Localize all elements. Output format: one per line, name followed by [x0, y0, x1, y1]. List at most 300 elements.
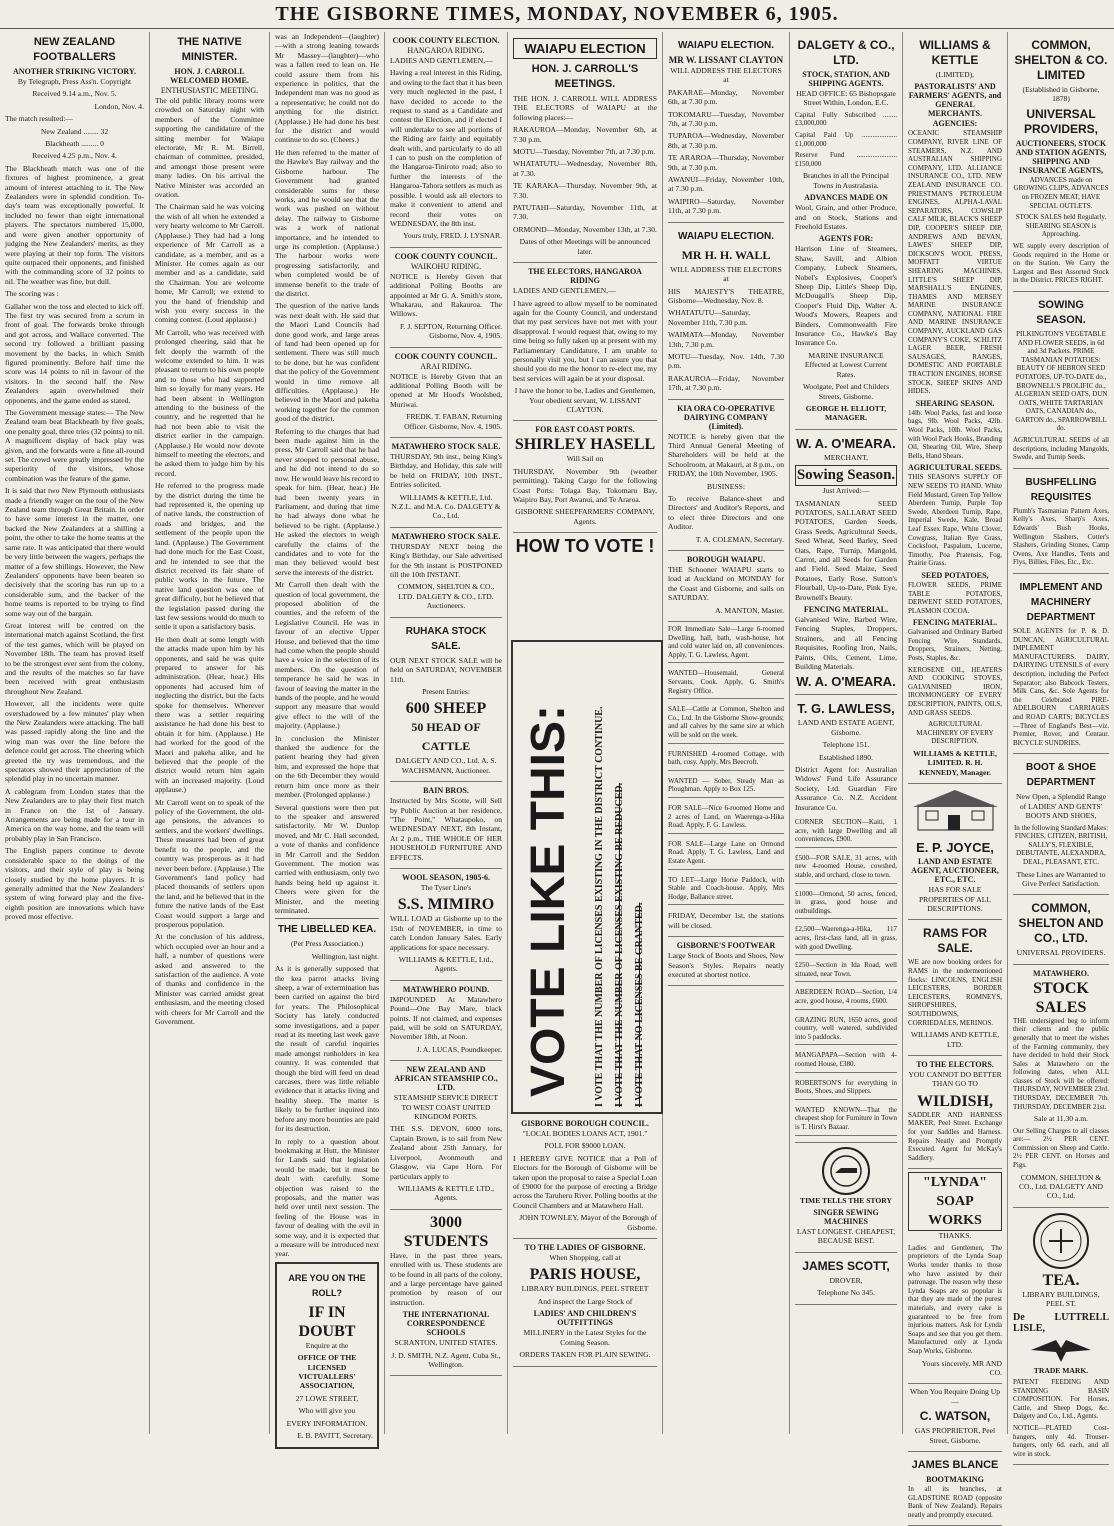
advert [513, 1115, 657, 1239]
house-illustration-icon [908, 787, 1003, 832]
advert-title: WAIAPU ELECTION. [677, 40, 775, 51]
advert [795, 695, 897, 1142]
advert-body: NOTICE—PLATED Cost-hangers, only 4d. Trouser-hangers, only 6d. each, and all wire in stock. [1013, 1424, 1109, 1458]
vote-option: I VOTE THAT THE NUMBER OF LICENSES EXISTING IN THE DISTRICT CONTINUE. [594, 706, 605, 1107]
advert [668, 32, 784, 223]
advert-signature: COMMON, SHELTON & CO., Ltd. DALGETY AND CO., Ltd. [1018, 1172, 1104, 1201]
advert-signature: F. J. SEPTON, Returning Officer. Gisborne, Nov. 4, 1905. [399, 321, 502, 341]
advert-body: STOCK SALES held Regularly. SHEARING SEASON is Approaching. [1015, 213, 1107, 239]
advert [513, 1239, 657, 1366]
advert-signature: DALGETY AND CO., Ltd. A. S. WACHSMANN, Auctioneer. [395, 756, 497, 775]
advert [390, 981, 502, 1061]
advert-subtitle: ADVANCES MADE ON [804, 193, 888, 203]
advert-signature: J. D. SMITH, N.Z. Agent, Cuba St., Wellington. [391, 1350, 501, 1369]
advert-title: COOK COUNTY ELECTION. [392, 36, 500, 45]
advert-subtitle: STEAMSHIP SERVICE DIRECT TO WEST COAST UNITED KINGDOM PORTS. [393, 1093, 499, 1122]
name-right: LUTTRELL [1054, 1311, 1109, 1323]
advert-title: COMMON, SHELTON AND CO., LTD. [1018, 901, 1104, 946]
article-title: NEW ZEALAND FOOTBALLERS [33, 36, 116, 63]
paragraph: He referred to the progress made by the district during the time he had represented it, the opening up of native lands, the construction of roads and bridges, and the settlement of the people upon the land. (Applause.) The Government had done much for the East Coast, and he intended to see that the district received its fair share of public works in the future. The native land question was one of great difficulty, but he believed that the legislation passed during the last few sessions would do much to settle it upon a satisfactory basis. [155, 481, 264, 632]
advert [668, 908, 784, 937]
article-title: THE NATIVE MINISTER. [177, 36, 242, 63]
advert [795, 1143, 897, 1253]
advert-body: Instructed by Mrs Scotte, will Sell by Public Auction at her residence, "The Point," Whataupoko, on WEDNESDAY NEXT, 8th Instant, At 2 p.m., THE WHOLE OF HER HOUSEHOLD FURNITURE AND EFFECTS. [390, 796, 502, 862]
advert-body: HAS FOR SALE PROPERTIES OF ALL DESCRIPTIONS. [918, 885, 992, 914]
advert-title: WAIAPU ELECTION [513, 38, 657, 59]
advert-signature: WILLIAMS AND KETTLE, LTD. [910, 1030, 1000, 1049]
column-5-lower [508, 1115, 663, 1434]
advert-body: Our Selling Charges to all classes are:— 2½ PER CENT. Commission on Sheep and Cattle. 2½ PER CENT. on Horses and Pigs. [1013, 1126, 1109, 1170]
advert-headline: IF IN DOUBT [298, 1303, 356, 1340]
advert [1013, 469, 1109, 574]
meeting-item: MOTU—Tuesday, Nov. 14th, 7.30 p.m. [668, 351, 784, 371]
advert-line: These Lines are Warranted to Give Perfect Satisfaction. [1016, 869, 1106, 888]
advert-title: THE INTERNATIONAL CORRESPONDENCE SCHOOLS [402, 1310, 490, 1338]
advert-title: TO THE LADIES OF GISBORNE. [524, 1243, 646, 1253]
advert-subtitle: LAST LONGEST. CHEAPEST, BECAUSE BEST. [796, 1226, 896, 1246]
dateline: Wellington, last night. [311, 951, 379, 961]
paragraph: As it is generally supposed that the kea parrot attacks living sheep, a war of extermination has been carried on against the bird for years. The Philosophical Society has lately conducted some investigations, and a paper read at its meeting last week gave the result of careful inquiries made amongst runholders in kea country. It was contended that though the bird will feed on dead carcases, there was little reliable evidence that it attacks living and healthy sheep. The matter is likely to be further inquired into before any more bounties are paid for its destruction. [275, 964, 379, 1134]
advert-signature: J. A. LUCAS, Poundkeeper. [416, 1044, 502, 1054]
meeting-item: WHATATUTU—Saturday, November 11th, 7.30 p.m. [668, 308, 751, 327]
advert-headline: UNIVERSAL PROVIDERS, [1023, 106, 1098, 136]
article-title: THE LIBELLED KEA. [277, 924, 377, 936]
advert-body: ADVANCES made on GROWING CLIPS, ADVANCES on FROZEN MEAT, HAVE SPECIAL OUTLETS. [1013, 175, 1109, 210]
score-line: New Zealand ........ 32 [40, 126, 109, 136]
advert-title: GISBORNE'S FOOTWEAR [676, 941, 776, 951]
advert [668, 937, 784, 986]
advert-body: Harrison Line of Steamers, Shaw, Savill, and Albion Company, Lubeck Steamers, Nobel's Explosives, Cooper's Sheep Dip, Little's Sheep Dip, McDougall's Sheep Dip, Cooper's Fluid Dip, Walter A. Wood's Mowers, Reapers and Binders, Commonwealth Fire Insurance Co., Hawke's Bay Insurance Co. [795, 244, 897, 348]
advert-line: Will Sail on [566, 454, 604, 464]
advert-signature: E. B. PAVITT, Secretary. [297, 1431, 373, 1441]
advert-headline: 50 HEAD OF CATTLE [411, 720, 481, 754]
paragraph: A cablegram from London states that the New Zealanders are to play their first match in France on the 1st of January. Arrangements are being made for a tour in America on the way home, and the team will probably play in San Francisco. [5, 786, 144, 843]
advert-subtitle: DROVER, [829, 1275, 863, 1285]
advert-body: THURSDAY, November 9th (weather permitting). Taking Cargo for the following Coast Ports: Tolaga Bay, Tokomaru Bay, Waipiro Bay, Port Awanui, and Te Araroa. [513, 466, 657, 504]
advert [390, 348, 502, 438]
paragraph: At the conclusion of his address, which occupied over an hour and a half, a number of questions were asked and answered to the satisfaction of the audience. A vote of thanks and confidence in the Minister was carried amidst great enthusiasm, and the meeting closed with cheers for Mr Carroll and the Government. [155, 932, 264, 1026]
advert-signature: Yours sincerely, MR AND CO. [921, 1358, 1002, 1377]
advert-title: T. G. LAWLESS, [797, 701, 895, 717]
advert [795, 1253, 897, 1305]
advert-body: WE supply every description of Goods required in the Home or on the Station. We Carry the Largest and Best Assorted Stock in the District. PRICES RIGHT. [1013, 241, 1109, 285]
roll-advert [275, 1262, 379, 1450]
vote-big-text: VOTE LIKE THIS: [522, 704, 575, 1097]
paragraph: In reply to a question about bookmaking at Hutt, the Minister for Lands said that legislation would be made, but it must be dealt with carefully. Some objection was raised to the proposals, and the matter was held over until next session. The feeling of the House was in favour of dealing with the evil in some way, and it is expected that a measure will be introduced next year. [275, 1136, 379, 1259]
advert-subtitle: BOOTMAKING [926, 1474, 984, 1484]
classified-item: £250—Section in Ida Road, well situated, near Town. [795, 958, 897, 982]
advert-title: BUSHFELLING REQUISITES [1025, 476, 1097, 503]
advert-subtitle: ARAI RIDING. [420, 361, 472, 371]
advert-title: JAMES SCOTT, [802, 1258, 890, 1273]
advert-title: RUHAKA STOCK SALE. [405, 625, 487, 652]
paragraph: Referring to the charges that had been made against him in the press, Mr Carroll said that he had never stooped to personal abuse, and he did not intend to do so now. He would leave his record to speak for him. (Hear, hear.) He had been twenty years in Parliament, and during that time he had always done what he believed to be right. (Applause.) He asked the electors to weigh carefully the claims of the candidates and to vote for the man they believed would best serve the interests of the district. [275, 426, 379, 577]
advert-subtitle: PASTORALISTS' AND FARMERS' AGENTS, and GENERAL MERCHANTS. [908, 82, 1002, 119]
advert-line: BUSINESS: [707, 481, 745, 491]
advert-body: IMPOUNDED At Matawhero Pound—One Bay Mare, black points. If not claimed, and expenses paid, will be sold on SATURDAY, November 18th, at Noon. [390, 994, 502, 1042]
name-left: De LISLE, [1013, 1311, 1045, 1334]
listings-list [795, 815, 897, 1135]
paragraph: The English papers continue to devote considerable space to the doings of the visitors, and their style of play is being closely studied by the home players. It is generally admitted that the New Zealanders' system of wing forward play and the five-eighth position are innovations which have proved most effective. [5, 846, 144, 922]
column-1 [0, 32, 150, 1434]
advert-line: 27 LOWE STREET, [295, 1393, 359, 1403]
divider [275, 918, 379, 919]
score-label: The scoring was : [5, 289, 59, 299]
article-subtitle: ENTHUSIASTIC MEETING. [160, 86, 259, 95]
advert-body: District Agent for: Australian Widows' Fund Life Assurance Society, Ltd. Guardian Fire Assurance Co. N.Z. Accident Insurance Co. [795, 765, 897, 812]
classified-item: £1000—Ormond, 50 acres, fenced, in grass, good house and outbuildings. [795, 887, 897, 920]
advert-subtitle: (Established in Gisborne, 1878) [1022, 85, 1100, 104]
advert-body: FRIDAY, December 1st, the stations will be closed. [668, 911, 784, 930]
classified-item: FOR SALE—Large Lane on Ormond Road. Apply, T. G. Lawless, Land and Estate Agent. [668, 837, 784, 870]
advert-subtitle: GAS PROPRIETOR, Peel Street, Gisborne. [914, 1426, 996, 1445]
dateline: London, Nov. 4. [94, 101, 144, 111]
paragraph: Mr Carroll then dealt with the question of local government, the proposed abolition of the counties, and the reform of the Legislative Council. He was in favour of an elective Upper House, and believed that the time had come when the people should have a voice in the selection of its members. On the question of temperance he said he was in favour of leaving the matter in the hands of the people, and he would support any measure that would give effect to the will of the majority. (Applause.) [275, 580, 379, 731]
advert-body: NOTICE is Hereby Given that additional Polling Booths are appointed at Mr G. A. Smith's store, Whakarau, and Rakauroa. The Willows. [390, 271, 502, 319]
advert [1013, 292, 1109, 469]
advert-title: BAIN BROS. [423, 786, 469, 796]
name-row [1013, 1312, 1109, 1334]
advert-title: BOROUGH WAIAPU. [686, 555, 766, 565]
advert [908, 32, 1002, 784]
advert-headline: 600 SHEEP [405, 700, 487, 718]
advert-title: WOOL SEASON, 1905-6. [401, 872, 490, 882]
advert [390, 782, 502, 869]
paragraph: The question of the native lands was next dealt with. He said that the Maori Land Councils had done good work, and large areas of land had been opened up for settlement. There was still much to be done, but he was confident that the policy of the Government would in time remove all difficulties. (Applause.) He believed in the Maori and pakeha working together for the common good of the district. [275, 301, 379, 424]
advert-body: OUR NEXT STOCK SALE will be held on SATURDAY, NOVEMBER 11th. [390, 655, 502, 684]
advert-body: In all its branches, at GLADSTONE ROAD (opposite Bank of New Zealand). Repairs neatly and promptly executed. [908, 1484, 1002, 1519]
advert-title: HON. J. CARROLL'S MEETINGS. [531, 63, 639, 90]
score-line: Blackheath ......... 0 [45, 139, 104, 149]
advert-subtitle: "LOCAL BODIES LOANS ACT, 1901." [522, 1129, 648, 1138]
advert-headline: STOCK SALES [1033, 979, 1089, 1016]
received-line: Received 4.25 p.m., Nov. 4. [32, 151, 117, 161]
advert-body: WILL LOAD at Gisborne up to the 15th of NOVEMBER, in time to catch London January Sales. Early applications for space necessary. [390, 914, 502, 952]
advert [668, 223, 784, 400]
advert-signature: FREDK. T. FABAN, Returning Officer. Gisborne, Nov. 4, 1905. [404, 412, 502, 431]
vote-option: I VOTE THAT NO LICENSES BE GRANTED. [634, 902, 645, 1107]
advert-signature: T. A. COLEMAN, Secretary. [695, 534, 784, 544]
advert-body: Wool, Grain, and other Produce, and on Stock, Stations and Freehold Estates. [795, 203, 897, 231]
advert-headline: "LYNDA" SOAP WORKS [908, 1172, 1002, 1231]
advert-headline: PARIS HOUSE, [529, 1266, 641, 1284]
classified-item: FOR Immediate Sale—Large 6-roomed Dwelling, hall, bath, wash-house, hot and cold water laid on, all conveniences. Apply, T. G. Lawless, Agent. [668, 622, 784, 663]
paragraph: However, all the incidents were quite overshadowed by a few minutes' play when the New Zealanders were attacking. The ball was passed rapidly along the line and the wing man was over the line before the defence could get across. The cheering which greeted the try was tremendous, and the spectators showed their appreciation of the splendid play in no uncertain manner. [5, 699, 144, 784]
advert-body: THURSDAY NEXT being the King's Birthday, our Sale advertised for the 9th instant is POSTPONED till the 10th INSTANT. [390, 541, 502, 580]
advert-line: HEAD OFFICE: 65 Bishopsgate Street Within, London, E.C. [796, 89, 896, 108]
advert-subtitle: New Open, a Splendid Range of LADIES' AND GENTS' BOOTS AND SHOES, [1015, 792, 1107, 821]
classified-item: £500—FOR SALE, 31 acres, with new 4-roomed House, cowshed, stable, and orchard, close to town. [795, 851, 897, 884]
advert-title: COOK COUNTY COUNCIL. [394, 251, 498, 261]
classified-item: MANGAPAPA—Section with 4-roomed House, £380. [795, 1048, 897, 1072]
advert-subtitle: MATAWHERO. [1033, 968, 1089, 978]
advert [908, 784, 1002, 920]
meeting-item: TE ARAROA—Thursday, November 9th, at 7.30 p.m. [668, 153, 784, 172]
meeting-item: HIS MAJESTY'S THEATRE, Gisborne—Wednesday, Nov. 8. [668, 286, 784, 305]
advert [795, 32, 897, 430]
advert [1013, 1208, 1109, 1466]
meeting-item: RAKAUROA—Friday, November 17th, at 7.30 p.m. [668, 373, 784, 393]
advert-line: Reserve Fund ....................... £150,000 [795, 151, 897, 168]
meeting-item: TE KARAKA—Thursday, November 9th, at 7.30. [513, 181, 657, 200]
vote-option: I VOTE THAT THE NUMBER OF LICENSES EXISTING BE REDUCED. [614, 782, 625, 1107]
advert-title: KIA ORA CO-OPERATIVE DAIRYING COMPANY (Limited). [677, 403, 775, 431]
advert-line: Who will give you [298, 1406, 356, 1416]
paragraph: The Chairman said he was voicing the wish of all when he extended a very hearty welcome to Mr Carroll. (Applause.) They had had a long experience of Mr Carroll as a candidate, as a member, and as a Minister. He comes again as our member and as a candidate, said the Chairman. You are welcome home, Mr Carroll; we extend to you the hand of friendship and wish you every success in the coming contest. (Loud applause.) [155, 202, 264, 325]
advert-subtitle: FENCING MATERIAL. [912, 618, 998, 628]
advert-line: LADIES' AND CHILDREN'S OUTFITTINGS [533, 1309, 637, 1328]
advert-subtitle: SHEARING SEASON. [915, 398, 995, 408]
advert-signature: I have the honor to be, Ladies and Gentlemen, Your obedient servant, W. LISSANT CLAYTON. [514, 386, 656, 414]
meeting-item: WHATATUTU—Wednesday, November 8th, at 7.30. [513, 159, 657, 178]
advert [908, 1452, 1002, 1526]
advert-signature: A. MANTON, Master. [715, 605, 784, 615]
advert-body: In the following Standard Makes: FINCHES, CITIZEN, BRITISH, SALLY'S, FLEXIBLE, DEBUTANTE, ALEXANDRA, DEAL, PLEASANT, ETC. [1013, 823, 1109, 866]
advert [390, 528, 502, 618]
masthead: THE GISBORNE TIMES, MONDAY, NOVEMBER 6, 1905. [0, 0, 1114, 29]
advert-line: Sale at 11.30 a.m. [1033, 1114, 1089, 1124]
singer-logo-icon [821, 1146, 871, 1196]
advert-signature: JOHN TOWNLEY, Mayor of the Borough of Gisborne. [519, 1213, 657, 1232]
advert-signature: GEORGE H. ELLIOTT, MANAGER. [805, 403, 887, 423]
advert-subtitle: MERCHANT, [824, 452, 868, 462]
advert-title: GISBORNE BOROUGH COUNCIL. [521, 1119, 649, 1128]
advert-headline: SHIRLEY HASELL [514, 436, 656, 454]
advert-body: PATENT FEEDING AND STANDING BASIN COMPOSITION. For Horses, Cattle, and Sheep Dogs, &c. Dalgety and Co., Ltd., Agents. [1013, 1378, 1109, 1421]
meeting-item: RAKAUROA—Monday, November 6th, at 7.30 p.m. [513, 125, 657, 144]
advert-body: THURSDAY, 9th inst., being King's Birthday, and Holiday, this sale will be held on FRIDAY, 10th INST., Entries solicited. [390, 452, 502, 490]
advert-title: THE ELECTORS, HANGAROA RIDING [528, 267, 642, 286]
classified-item: WANTED KNOWN—That the cheapest shop for Furniture in Town is T. Hirst's Bazaar. [795, 1103, 897, 1136]
paragraph: He then dealt at some length with the attacks made upon him by his opponents, and said he was quite prepared to answer for his administration. (Hear, hear.) His opponents had accused him of neglecting the district, but the facts spoke for themselves. Wherever there was a settler requiring assistance he had done his best to obtain it for him. (Applause.) He had worked for the good of the Maori and pakeha alike, and he believed that the people of the district would return him again with an increased majority. (Loud applause.) [155, 634, 264, 795]
advert [908, 1169, 1002, 1384]
advert-headline: MR H. H. WALL [681, 247, 771, 262]
advert-title: MATAWHERO STOCK SALE. [391, 442, 501, 451]
classified-item: WANTED — Sober, Steady Man as Ploughman. Apply to Box 125. [668, 774, 784, 798]
advert-title: SOWING SEASON. [1036, 298, 1086, 326]
advert-subtitle: The Tyser Line's [420, 882, 472, 892]
advert-title: JAMES BLANCE [911, 1458, 999, 1471]
advert-body: THE Schooner WAIAPU starts to load at Auckland on MONDAY for the Coast and Gisborne, and sails on SATURDAY. [668, 565, 784, 603]
advert-body: AGRICULTURAL SEEDS of all descriptions, including Mangolds, Swede, and Turnip Seeds. [1013, 436, 1109, 462]
article-subtitle: ANOTHER STRIKING VICTORY. [13, 67, 136, 76]
article-subtitle: (Per Press Association.) [290, 939, 364, 949]
advert-subtitle: SEED POTATOES, [921, 570, 989, 580]
advert-body: Galvanised Wire, Barbed Wire, Fencing Staples, Droppers, Strainers, and all Fencing Requisites, Roofing Iron, Nails, Paints, Oils, Cement, Lime, Building Materials. [795, 615, 897, 672]
byline: By Telegraph, Press Ass'n. Copyright [17, 77, 132, 86]
advert-title: MATAWHERO STOCK SALE. [391, 531, 501, 541]
advert [513, 263, 657, 421]
classified-item: TO LET—Large Horse Paddock, with Stable and Coach-house. Apply, Mrs Hodge, Ballance street. [668, 873, 784, 906]
advert [390, 869, 502, 981]
advert-signature: Yours truly, FRED. J. LYSNAR. [403, 231, 502, 241]
paragraph: He then referred to the matter of the Hawke's Bay railway and the Gisborne harbour. The Government had granted considerable sums for these works, and he would see that the work was pushed on without delay. The railway to Gisborne was a work of national importance, and he intended to urge its completion. (Applause.) The harbour works were progressing satisfactorily, and when completed would be of immense benefit to the trade of the district. [275, 147, 379, 298]
advert-title: W. A. O'MEARA. [796, 435, 896, 451]
advert-subtitle: AGRICULTURAL SEEDS. [908, 463, 1002, 473]
meeting-item: WAIMATA—Monday, November 13th, 7.30 p.m. [668, 330, 784, 349]
advert-headline: Sowing Season. [795, 465, 897, 486]
advert-line: Just Arrived:— [822, 486, 870, 496]
advert-line: MARINE INSURANCE Effected at Lowest Current Rates. [804, 350, 888, 379]
advert-line: Telephone 151. [822, 740, 870, 750]
advert-body: SOLE AGENTS for P. & D. DUNCAN, AGRICULTURAL IMPLEMENT MANUFACTURERS. DAIRY, DAIRYING UTENSILS of every description, including the Perfect Separator; also Babcock Testers, Milk Cans, &c. Sole Agents for the Celebrated PIRE-ADELBOURN CARRIAGES and ROAD CARTS; BICYCLES—Three of England's Best—viz. Premier, Rover, and Centaur. BICYCLE SUNDRIES. [1013, 627, 1109, 747]
advert [908, 1384, 1002, 1452]
advert-line: Telephone No 345. [817, 1288, 875, 1298]
classifieds-list [668, 622, 784, 905]
advert [390, 32, 502, 248]
advert-line: Enquire at the [305, 1340, 349, 1350]
advert-body: To receive Balance-sheet and Directors' and Auditor's Reports, and to elect three Directors and one Auditor. [668, 494, 784, 532]
advert [1013, 754, 1109, 895]
classified-item: CORNER SECTION—Kaiti, 1 acre, with large Dwelling and all conveniences, £900. [795, 815, 897, 848]
column-8 [903, 32, 1008, 1519]
advert-subtitle: STOCK, STATION, AND SHIPPING AGENTS. [802, 70, 890, 88]
paragraph: Great interest will be centred on the international match against Scotland, the first of the test games, which will be played on November 18th. The team has proved itself to be the strongest ever sent from the colony, and the results of the matches so far have been received with great enthusiasm throughout New Zealand. [5, 620, 144, 696]
advert-body: PILKINGTON'S VEGETABLE AND FLOWER SEEDS, in 6d and 3d Packets. PRIME TASMANIAN POTATOES: BEAUTY OF HEBRON SEED POTATOES, UP-TO-DATE do., BROWNELL'S PROLIFIC do., ALGERIAN SEED OATS, DUN OATS, WHITE TARTARIAN OATS, CANADIAN do., GARTON do., SPARROWBILL do. [1014, 329, 1108, 433]
advert [513, 421, 657, 533]
advert-title: ARE YOU ON THE ROLL? [288, 1272, 366, 1298]
paragraph: Mr Carroll went on to speak of the policy of the Government, the old-age pensions, the advances to settlers, and the workers' dwellings. These measures had been of great benefit to the people, and the country was prosperous as it had never been before. (Applause.) The Government's land policy had placed thousands of settlers upon the land, and he believed that in the future the native lands of the East Coast would support a large and prosperous population. [155, 797, 264, 929]
meeting-item: AWANUI—Friday, November 10th, at 7.30 p.m. [668, 175, 784, 194]
advert-note: Dates of other Meetings will be announced later. [519, 237, 651, 256]
advert-subtitle: AUCTIONEERS, STOCK AND STATION AGENTS, SHIPPING AND INSURANCE AGENTS, [1015, 138, 1107, 175]
advert-title: WILLIAMS & KETTLE [919, 38, 991, 67]
meeting-item: TUPAROA—Wednesday, November 8th, at 7.30 p.m. [668, 131, 784, 150]
meeting-item: WAIPIRO—Saturday, November 11th, at 7.30 p.m. [668, 196, 784, 216]
advert-subtitle: SCRANTON, UNITED STATES. [394, 1338, 498, 1348]
advert-headline: S.S. MIMIRO [397, 896, 495, 914]
column-2 [150, 32, 270, 1434]
column-6 [663, 32, 790, 1434]
advert-body: SADDLER AND HARNESS MAKER, Peel Street. Exchange for your Saddles and Harness. Repairs Neatly and Promptly Executed. Agent for McKay's Saddlery. [908, 1110, 1002, 1162]
advert-line: Capital Paid Up .................... £1,000,000 [795, 131, 897, 148]
classified-item: ROBERTSON'S for everything in Boots, Shoes, and Slippers. [795, 1076, 897, 1100]
classified-item: FOR SALE—Nice 6-roomed Home and 2 acres of Land, on Waerenga-a-Hika Road. Apply, F. G. Lawless. [668, 801, 784, 834]
column-9 [1008, 32, 1114, 1458]
advert-line: Present Entries: [422, 686, 470, 696]
advert-line: OFFICE OF THE LICENSED VICTUALLERS' ASSOCIATION, [297, 1353, 357, 1391]
advert-body: AGRICULTURAL MACHINERY OF EVERY DESCRIPTION. [916, 720, 994, 746]
advert-line: Woolgate, Peel and Childers Streets, Gisborne. [802, 382, 890, 401]
advert-subtitle: AGENTS FOR: [818, 234, 874, 244]
advert-title: E. P. JOYCE, [916, 840, 994, 856]
advert [1013, 574, 1109, 754]
classified-item: SALE—Cattle at Common, Shelton and Co., Ltd. In the Gisborne Show-grounds; and all calves by the same sire at which will be sold on the week. [668, 702, 784, 743]
advert-signature: WILLIAMS & KETTLE, Ltd., Agents. [398, 955, 494, 974]
advert-title: COMMON, SHELTON & CO. LIMITED [1014, 38, 1108, 82]
advert-line: TIME TELLS THE STORY [800, 1195, 892, 1205]
advert [513, 32, 657, 263]
advert-signature: WILLIAMS & KETTLE, Ltd. N.Z.L. and M.A. Co. DALGETY & Co., Ltd. [391, 492, 501, 521]
advert-subtitle: AGENCIES: [932, 119, 978, 129]
advert-title: MATAWHERO POUND. [402, 984, 490, 994]
results-label: The match resulted:— [5, 114, 73, 124]
advert-line: Established 1890. [819, 752, 873, 762]
paragraph: Several questions were then put to the speaker and answered satisfactorily. Mr W. Dunlop moved, and Mr C. Hall seconded, a vote of thanks and confidence in Mr Carroll and the Seddon Government. The motion was carried with enthusiasm, only two hands being held up against it. Cheers were given for the Minister, and the meeting terminated. [275, 802, 379, 915]
advert-line: And inspect the Large Stock of [537, 1296, 633, 1306]
advert-signature: COMMON, SHELTON & CO., LTD. DALGETY & CO., LTD. Auctioneers. [397, 582, 495, 611]
advert-subtitle: (LIMITED), [935, 70, 975, 79]
advert-body: I have agreed to allow myself to be nominated again for the County Council, and understand that my past services have not met with your disapproval. I would request that, owing to my time being so fully taken up at present with my Parliamentary Candidature, I am unable to personally visit you, but I can assure you that should you do me the honor to re-elect me, my best services will again be at your disposal. [513, 298, 657, 383]
classified-item: ABERDEEN ROAD—Section, 1/4 acre, good house, 4 rooms, £600. [795, 985, 897, 1009]
paragraph: The Blackheath match was one of the fixtures of highest prominence, a great amount of interest attaching to it. The New Zealanders were in splendid condition. To-day's team was exceptionally powerful. It included no fewer than eight international players. The spectators numbered 15,000, and were given another opportunity of judging the New Zealanders' merits, as they were playing at their top form. The visitors quite outpaced their opponents, and finished with the commanding score of 32 points to nil. The weather was fine, but dull. [5, 163, 144, 286]
advert [390, 618, 502, 782]
advert-body: THE S.S. DEVON, 6000 tons, Captain Brown, is to sail from New Zealand about 25th January, for Liverpool, Avonmouth and Glasgow, via Cape Horn. For particulars apply to [390, 1124, 502, 1181]
advert [1013, 895, 1109, 964]
advert-line: ORDERS TAKEN FOR PLAIN SEWING. [519, 1350, 651, 1360]
advert [390, 1210, 502, 1377]
paragraph: Mr Carroll, who was received with prolonged cheering, said that he felt deeply the warmth of the welcome extended to him. It was pleasant to return to his own people and to those who had supported him so loyally for many years. He had been absent in Wellington attending to the business of the country, and he regretted that he had not been able to visit the district earlier in the campaign. (Applause.) He would now devote himself to meeting the electors, and he asked them to judge him by his record. [155, 327, 264, 478]
advert-title: FOR EAST COAST PORTS. [535, 425, 635, 435]
meeting-item: MOTU—Tuesday, November 7th, at 7.30 p.m. [513, 147, 656, 157]
tea-seal-icon [1021, 1211, 1101, 1271]
advert-subtitle: FENCING MATERIAL. [803, 605, 889, 614]
advert-title: IMPLEMENT AND MACHINERY DEPARTMENT [1019, 582, 1103, 623]
classified-item: GRAZING RUN, 1650 acres, good country, well watered, subdivided into 5 paddocks. [795, 1013, 897, 1046]
advert-body: NOTICE is hereby given that the Third Annual General Meeting of Shareholders will be held at the Schoolroom, at Makauri, at 8 p.m., on FRIDAY, the 10th November, 1905. [668, 431, 784, 479]
advert-title: COOK COUNTY COUNCIL. [394, 351, 498, 361]
advert-title: SINGER SEWING MACHINES [813, 1207, 879, 1226]
column-7 [790, 32, 903, 1434]
advert-title: C. WATSON, [919, 1409, 991, 1424]
advert-line: THANKS. [938, 1231, 972, 1241]
advert-body: WE are now booking orders for RAMS in the undermentioned flocks: LINCOLNS, ENGLISH LEICESTERS, BORDER LEICESTERS, ROMNEYS, SHROPSHIRES, SOUTHDOWNS, CORRIEDALES, MERINOS. [908, 958, 1002, 1027]
classified-item: WANTED—Housemaid, General Servants, Cook. Apply, G. Smith's Registry Office. [668, 666, 784, 699]
advert-line: Capital Fully Subscribed ........ £3,000,000 [795, 110, 897, 128]
paragraph: The old public library rooms were crowded on Saturday night with members of the Committee supporting the candidature of the sitting member for Waiapu electorate, Mr R. M. Birrell, chairman of committee, presided, and amongst those present were many ladies. On his arrival the Native Minister was accorded an ovation. [155, 96, 264, 200]
advert [668, 551, 784, 622]
advert [390, 248, 502, 348]
advert-subtitle: WILL ADDRESS THE ELECTORS at [670, 264, 782, 284]
advert-salute: LADIES AND GENTLEMEN,— [513, 286, 616, 296]
advert-headline: MR W. LISSANT CLAYTON [668, 55, 784, 65]
advert-subtitle: LIBRARY BUILDINGS, PEEL ST. [1022, 1289, 1100, 1309]
column-3 [270, 32, 385, 1441]
vote-like-this-box [511, 640, 663, 1114]
advert-headline: WILDISH, [916, 1092, 994, 1110]
classified-item: £2,500—Waerenga-a-Hika, 117 acres, first-class land, all in grass, with good Dwelling. [795, 922, 897, 955]
advert-body: OCEANIC STEAMSHIP COMPANY, RIVER LINE OF STEAMERS, N.Z. AND AUSTRALIAN SHIPPING COMPANY, LTD. ALLIANCE INSURANCE CO., LTD. NEW ZEALAND INSURANCE CO. PRIESTMAN'S PETROLEUM ENGINES, ALPHA-LAVAL SEPARATORS, COWSLIP CALF MILK, BLACK'S SHEEP DIP, COOPER'S SHEEP DIP, ANDREWS AND BEVAN, LAWES' SHEEP DIP, DICKSON'S WOOL PRESS, MOFFATT VIRTUE SHEARING MACHINES, LITTLE'S SHEEP DIP, MARSHALL'S ENGINES, THAMES AND MERSEY MARINE INSURANCE COMPANY, NATIONAL FIRE AND MARINE INSURANCE COMPANY, AUCKLAND GAS COMPANY'S COKE, SCHLITZ LAGER BEER, FRESH SAUSAGES, RANGES, DOMESTIC AND PORTABLE TRACTION ENGINES, HORSE STOCK, SHEEP SKINS AND HIDES. [908, 129, 1002, 396]
advert-signature: WILLIAMS & KETTLE LTD., Agents. [397, 1183, 495, 1203]
advert-line: MILLINERY in the Latest Styles for the Coming Season. [523, 1328, 647, 1347]
advert-subtitle: UNIVERSAL PROVIDERS. [1016, 948, 1106, 958]
advert [390, 438, 502, 528]
advert-subtitle: LAND AND ESTATE AGENT, AUCTIONEER, ETC., ETC. [911, 857, 999, 885]
advert-subtitle: WILL ADDRESS THE ELECTORS at [670, 66, 782, 85]
advert [390, 1061, 502, 1209]
advert-body: I HEREBY GIVE NOTICE that a Poll of Electors for the Borough of Gisborne will be taken upon the proposal to raise a Special Loan of £9000 for the purpose of erecting a Bridge across the Taruheru River. Polling booths at the Council Chambers and at Matawhero Hall. [513, 1153, 658, 1210]
advert-body: Plumb's Tasmanian Pattern Axes, Kelly's Axes, Sharp's Axes, Edwards' Bush Hooks, Wellington Slashers, Cutter's Slashers, Grinding Stones, Camp Ovens, Axe Handles, Tents and Flys, Billies, Files, Etc., Etc. [1013, 506, 1109, 567]
paragraph: In conclusion the Minister thanked the audience for the patient hearing they had given him, and expressed the hope that on the 6th December they would return him once more as their member. (Prolonged applause.) [275, 733, 379, 800]
advert [1013, 32, 1109, 292]
paragraph: The Government message states:— The New Zealand team beat Blackheath by five goals, one penalty goal, three tries (32 points) to nil. A magnificent display of back play was given, and the forwards were a fine all-round set. The crowd were greatly impressed by the superiority of the visitors, whose combination was the feature of the game. [5, 408, 144, 483]
meeting-item: ORMOND—Monday, November 13th, at 7.30. [513, 224, 657, 234]
advert-headline: 3000 STUDENTS [403, 1213, 489, 1250]
advert-title: W. A. O'MEARA. [796, 674, 896, 690]
advert-title: WAIAPU ELECTION. [677, 230, 775, 242]
advert-body: THE undersigned beg to inform their clients and the public generally that to meet the wishes of the Farming community, they have decided to hold their Stock Sales at Matawhero on the following dates, when ALL classes of Stock will be offered: THURSDAY, NOVEMBER 23rd. THURSDAY, DECEMBER 7th. THURSDAY, DECEMBER 21st. [1013, 1016, 1109, 1111]
advert-line: LIBRARY BUILDINGS, PEEL STREET [521, 1284, 649, 1294]
vote-heading: HOW TO VOTE ! [515, 536, 655, 557]
advert-body: Have, in the past three years, enrolled with us. These students are to be found in all parts of the colony, and a large percentage have gained promotion by reason of our instruction. [390, 1250, 502, 1307]
advert-body: TASMANIAN SEED POTATOES, SALLARAT SEED POTATOES, Garden Seeds, Grass Seeds, Agricultural Seeds, Seed Wheat, Seed Barley, Seed Oats, Rape, Turnip, Mangold, Carrot, and all Seeds for Garden and Field. Seed Maize, Seed Potatoes, Early Rose, Sutton's Flourball, Up-to-Date, Pink Eye, Brownell's Beauty. [795, 498, 897, 602]
meeting-item: TOKOMARU—Tuesday, November 7th, at 7.30 p.m. [668, 109, 784, 129]
advert-subtitle: HANGAROA RIDING. [407, 46, 485, 55]
advert-signature: GISBORNE SHEEPFARMERS' COMPANY, Agents. [515, 507, 655, 526]
advert-signature: WILLIAMS & KETTLE, LIMITED. R. H. KENNEDY, Manager. [913, 749, 997, 777]
paragraph: was an Independent—(laughter)—with a strong leaning towards Mr Massey—(laughter)—who was a fallen reed to lean on. He could assure them from his experience in politics, that the Independent man was no good as a representative; he could not do anything for the district. (Applause.) He had done his best for the district and would continue to do so. (Cheers.) [275, 32, 379, 145]
advert-body: NOTICE is Hereby Given that an additional Polling Booth will be opened at Mr Hood's Woolshed, Muriwai. [390, 371, 502, 409]
